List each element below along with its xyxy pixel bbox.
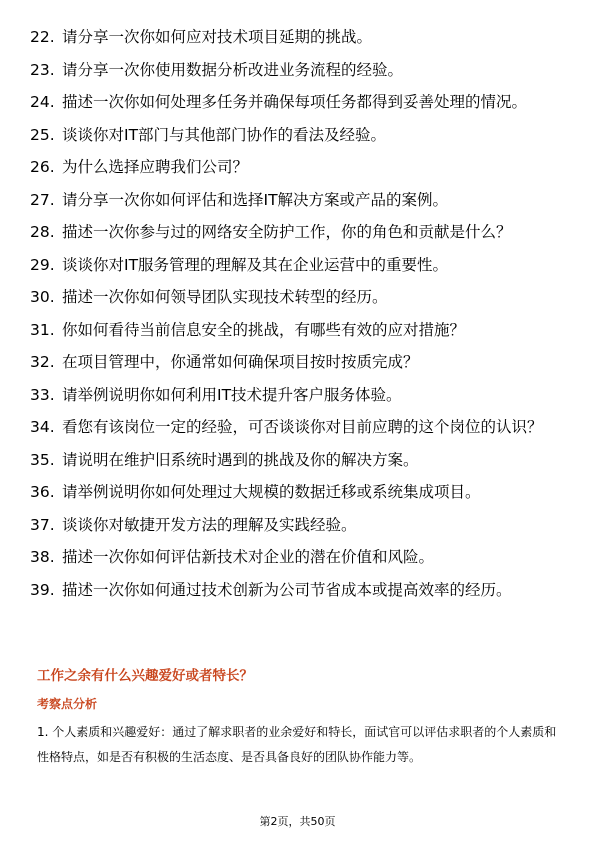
list-item: [30, 26, 570, 49]
question-text: 请分享一次你如何应对技术项目延期的挑战。: [62, 28, 373, 46]
question-number: 22.: [30, 28, 55, 46]
list-item: [30, 449, 570, 472]
question-text: 请分享一次你如何评估和选择IT解决方案或产品的案例。: [62, 190, 449, 209]
question-text: 谈谈你对IT服务管理的理解及其在企业运营中的重要性。: [62, 255, 449, 274]
question-number: 39.: [30, 580, 55, 599]
question-text: 谈谈你对IT部门与其他部门协作的看法及经验。: [62, 125, 387, 144]
question-number: 27.: [30, 190, 55, 209]
list-item: [30, 481, 570, 504]
question-list: [30, 26, 570, 611]
question-number: 36.: [30, 483, 55, 501]
list-item: [30, 319, 570, 342]
question-text: 你如何看待当前信息安全的挑战，有哪些有效的应对措施？: [62, 320, 466, 339]
analysis-heading: 考察点分析: [37, 697, 98, 711]
list-item: [30, 91, 570, 114]
question-text: 描述一次你如何领导团队实现技术转型的经历。: [62, 288, 388, 306]
list-item: [30, 579, 570, 602]
question-text: 请说明在维护旧系统时遇到的挑战及你的解决方案。: [62, 450, 419, 469]
question-number: 33.: [30, 385, 55, 404]
question-number: 28.: [30, 223, 55, 241]
list-item: [30, 254, 570, 277]
question-text: 描述一次你参与过的网络安全防护工作，你的角色和贡献是什么？: [62, 223, 512, 241]
question-number: 37.: [30, 515, 55, 534]
question-text: 为什么选择应聘我们公司？: [62, 158, 249, 176]
analysis-paragraph: 1. 个人素质和兴趣爱好：通过了解求职者的业余爱好和特长，面试官可以评估求职者的个人素质和性格特点，如是否有积极的生活态度、是否具备良好的团队协作能力等。: [37, 725, 557, 764]
question-text: 请举例说明你如何处理过大规模的数据迁移或系统集成项目。: [62, 483, 481, 501]
list-item: [30, 384, 570, 407]
question-text: 谈谈你对敏捷开发方法的理解及实践经验。: [62, 515, 357, 534]
question-text: 在项目管理中，你通常如何确保项目按时按质完成？: [62, 353, 419, 371]
question-number: 24.: [30, 93, 55, 111]
list-item: [30, 124, 570, 147]
list-item: [30, 156, 570, 179]
page-footer: 第2页，共50页: [259, 815, 336, 828]
question-text: 请举例说明你如何利用IT技术提升客户服务体验。: [62, 385, 402, 404]
question-number: 38.: [30, 548, 55, 566]
question-text: 请分享一次你使用数据分析改进业务流程的经验。: [62, 60, 404, 79]
list-item: [30, 59, 570, 82]
question-number: 31.: [30, 320, 55, 339]
question-number: 32.: [30, 353, 55, 371]
question-number: 23.: [30, 60, 55, 79]
question-number: 30.: [30, 288, 55, 306]
list-item: [30, 189, 570, 212]
question-text: 描述一次你如何处理多任务并确保每项任务都得到妥善处理的情况。: [62, 93, 528, 111]
question-number: 29.: [30, 255, 55, 274]
list-item: [30, 514, 570, 537]
question-number: 25.: [30, 125, 55, 144]
list-item: [30, 221, 570, 244]
question-text: 描述一次你如何通过技术创新为公司节省成本或提高效率的经历。: [62, 580, 512, 599]
question-text: 描述一次你如何评估新技术对企业的潜在价值和风险。: [62, 548, 435, 566]
question-number: 34.: [30, 418, 55, 436]
list-item: [30, 286, 570, 309]
list-item: [30, 546, 570, 569]
question-number: 35.: [30, 450, 55, 469]
question-number: 26.: [30, 158, 55, 176]
section-heading: 工作之余有什么兴趣爱好或者特长？: [37, 668, 253, 684]
question-text: 看您有该岗位一定的经验，可否谈谈你对目前应聘的这个岗位的认识？: [62, 418, 543, 436]
list-item: [30, 351, 570, 374]
list-item: [30, 416, 570, 439]
